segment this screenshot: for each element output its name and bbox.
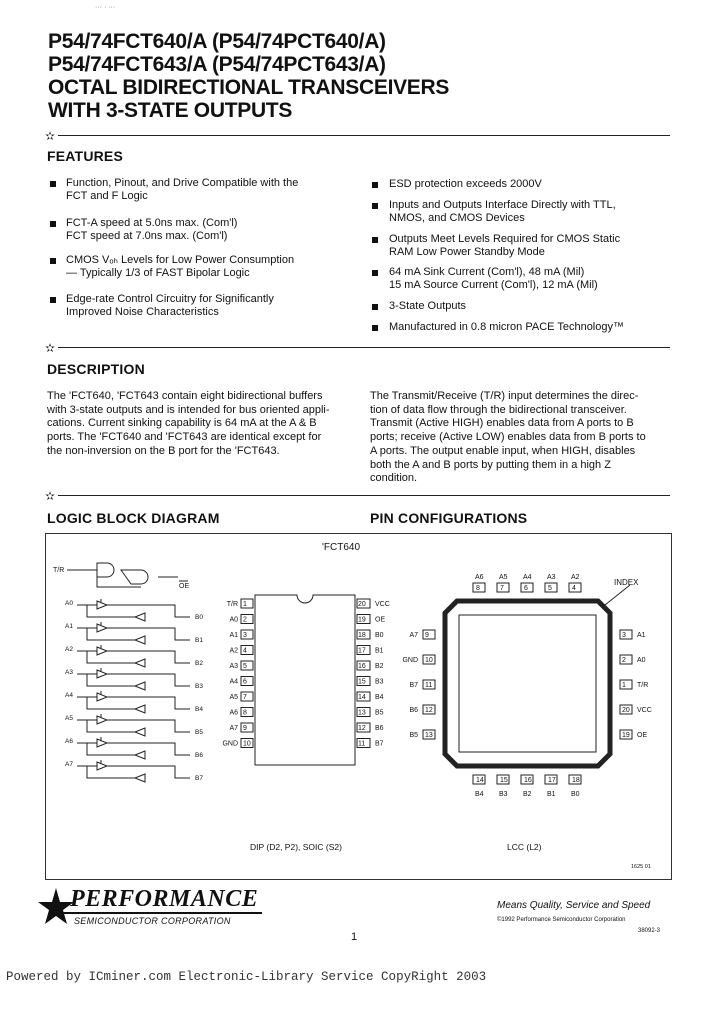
dip-pin-number: 2 — [243, 616, 247, 624]
logic-a-label: A1 — [65, 623, 73, 630]
dip-pin-label: GND — [222, 740, 238, 748]
lcc-pin-number: 7 — [500, 585, 504, 592]
feature-item: CMOS Vₒₕ Levels for Low Power Consumption — Typically 1/3 of FAST Bipolar Logic — [66, 254, 295, 279]
lcc-pin-number: 9 — [425, 632, 429, 639]
title-line-3: OCTAL BIDIRECTIONAL TRANSCEIVERS — [48, 76, 450, 99]
lcc-pin-number: 14 — [476, 777, 484, 784]
lcc-pin-label: B2 — [523, 791, 532, 798]
feature-item: Manufactured in 0.8 micron PACE Technology™ — [389, 321, 624, 333]
dip-pin-number: 19 — [358, 616, 366, 624]
logic-b-label: B2 — [195, 660, 203, 667]
dip-pin-number: 5 — [243, 663, 247, 670]
logic-a-label: A5 — [65, 715, 73, 722]
lcc-pin-label: T/R — [637, 682, 649, 689]
dip-pin-label: A7 — [229, 725, 238, 732]
dip-pin-number: 6 — [243, 678, 247, 686]
title-line-1: P54/74FCT640/A (P54/74PCT640/A) — [48, 30, 386, 53]
lcc-pin-label: A5 — [499, 574, 508, 581]
dip-package — [255, 595, 355, 765]
buffer-icon — [97, 647, 190, 663]
buffer-icon — [97, 624, 190, 640]
dip-pin-label: A6 — [229, 709, 238, 717]
oe-label: OE — [179, 583, 190, 590]
lcc-pin-number: 11 — [425, 682, 433, 689]
dip-pin-label: A4 — [229, 678, 238, 686]
dip-pin-number: 14 — [358, 694, 366, 701]
feature-item: Function, Pinout, and Drive Compatible with the FCT and F Logic — [66, 177, 299, 202]
dip-pin-number: 4 — [243, 647, 247, 655]
lcc-pin-label: B5 — [409, 732, 418, 739]
lcc-pin-number: 18 — [572, 777, 580, 784]
lcc-pin-label: A3 — [547, 574, 556, 581]
dip-pin-label: B4 — [375, 694, 384, 701]
dip-pin-number: 8 — [243, 709, 247, 717]
star-icon: ✫ — [45, 129, 56, 143]
dip-caption: DIP (D2, P2), SOIC (S2) — [250, 842, 342, 852]
dip-pin-number: 13 — [358, 709, 366, 717]
lcc-pin-label: B0 — [571, 791, 580, 798]
lcc-pin-number: 16 — [524, 777, 532, 784]
star-icon: ✫ — [45, 341, 56, 355]
buffer-icon — [97, 601, 190, 617]
dip-pin-label: A1 — [229, 632, 238, 639]
lcc-pin-label: A7 — [409, 632, 418, 639]
lcc-pin-number: 13 — [425, 732, 433, 739]
dip-pin-number: 16 — [358, 663, 366, 670]
lcc-pin-label: A6 — [475, 574, 484, 581]
buffer-icon — [87, 605, 145, 621]
lcc-pin-label: B1 — [547, 791, 556, 798]
dip-pin-label: B0 — [375, 632, 384, 639]
lcc-pin-label: OE — [637, 732, 648, 739]
lcc-package — [445, 601, 610, 766]
logic-a-label: A6 — [65, 738, 73, 745]
lcc-pin-number: 3 — [622, 632, 626, 639]
lcc-pin-number: 15 — [500, 777, 508, 784]
feature-item: Inputs and Outputs Interface Directly with TTL, NMOS, and CMOS Devices — [389, 199, 616, 224]
dip-pin-number: 15 — [358, 678, 366, 686]
lcc-pin-number: 5 — [548, 585, 552, 592]
title-line-2: P54/74FCT643/A (P54/74PCT643/A) — [48, 53, 386, 76]
lcc-pin-label: A0 — [637, 657, 646, 664]
logic-b-label: B7 — [195, 775, 203, 782]
dip-pin-number: 1 — [243, 601, 247, 608]
logic-b-label: B4 — [195, 706, 203, 713]
buffer-icon — [87, 651, 145, 667]
dip-pin-label: B2 — [375, 663, 384, 670]
lcc-pin-label: A2 — [571, 574, 580, 581]
logo-underline — [62, 912, 262, 914]
logo-text: PERFORMANCE — [70, 886, 259, 912]
logic-b-label: B5 — [195, 729, 203, 736]
logic-a-label: A0 — [65, 600, 73, 607]
dip-pin-number: 20 — [358, 601, 366, 608]
lcc-pin-label: A4 — [523, 574, 532, 581]
dip-pin-number: 9 — [243, 725, 247, 732]
lcc-pin-label: A1 — [637, 632, 646, 639]
lcc-caption: LCC (L2) — [507, 842, 542, 852]
dip-pin-label: A3 — [229, 663, 238, 670]
doc-number: 38092-3 — [638, 928, 661, 934]
fct-label: 'FCT640 — [322, 542, 361, 553]
buffer-icon — [97, 693, 190, 709]
logic-b-label: B1 — [195, 637, 203, 644]
dip-pin-label: A5 — [229, 694, 238, 701]
divider — [58, 347, 670, 348]
tr-label: T/R — [53, 567, 65, 574]
logo-subtitle: SEMICONDUCTOR CORPORATION — [74, 916, 231, 926]
dip-pin-label: OE — [375, 616, 386, 624]
lcc-pin-number: 19 — [622, 732, 630, 739]
feature-item: 3-State Outputs — [389, 300, 467, 312]
feature-item: Outputs Meet Levels Required for CMOS Static RAM Low Power Standby Mode — [389, 233, 621, 258]
pin-heading: PIN CONFIGURATIONS — [370, 510, 528, 526]
title-line-4: WITH 3-STATE OUTPUTS — [48, 99, 293, 122]
dip-pin-label: A2 — [229, 647, 238, 655]
feature-item: FCT-A speed at 5.0ns max. (Com'l) FCT speed at 7.0ns max. (Com'l) — [66, 217, 238, 242]
star-icon: ✫ — [45, 489, 56, 503]
features-heading: FEATURES — [47, 148, 124, 164]
lcc-pin-label: B3 — [499, 791, 508, 798]
lcc-pin-number: 20 — [622, 707, 630, 714]
description-right: The Transmit/Receive (T/R) input determines the direc- tion of data flow through the bidirectional transceiver. Transmit (Active HIGH) enables data from A ports to B ports; receive (Active LOW) enables data from B ports to A ports. The output enable input, when HIGH, disables both the A and B ports by putting them in a high Z condition. — [370, 390, 646, 485]
feature-item: 64 mA Sink Current (Com'l), 48 mA (Mil) 15 mA Source Current (Com'l), 12 mA (Mil) — [389, 266, 598, 291]
lcc-pin-label: GND — [402, 657, 418, 664]
powered-by-footer: Powered by ICminer.com Electronic-Library Service CopyRight 2003 — [6, 970, 487, 984]
figure-number: 1625 01 — [631, 864, 651, 870]
buffer-icon — [97, 739, 190, 755]
logic-a-label: A4 — [65, 692, 73, 699]
dip-pin-label: VCC — [375, 601, 390, 608]
buffer-icon — [87, 697, 145, 713]
lcc-pin-number: 10 — [425, 657, 433, 664]
lcc-pin-label: B6 — [409, 707, 418, 714]
lcc-pin-number: 12 — [425, 707, 433, 714]
lcc-pin-number: 2 — [622, 657, 626, 664]
buffer-icon — [97, 670, 190, 686]
lcc-pin-label: VCC — [637, 707, 652, 714]
description-heading: DESCRIPTION — [47, 361, 145, 377]
tagline: Means Quality, Service and Speed — [497, 900, 651, 911]
logic-a-label: A7 — [65, 761, 73, 768]
buffer-icon — [97, 762, 190, 778]
buffer-icon — [87, 720, 145, 736]
dip-pin-number: 10 — [243, 740, 251, 748]
dip-pin-label: B5 — [375, 709, 384, 717]
logic-b-label: B6 — [195, 752, 203, 759]
dip-pin-label: B7 — [375, 740, 384, 748]
logic-a-label: A3 — [65, 669, 73, 676]
logic-b-label: B0 — [195, 614, 203, 621]
dip-pin-label: B3 — [375, 678, 384, 686]
logic-heading: LOGIC BLOCK DIAGRAM — [47, 510, 220, 526]
dip-pin-number: 11 — [358, 740, 366, 748]
lcc-pin-label: B4 — [475, 791, 484, 798]
buffer-icon — [97, 716, 190, 732]
logic-a-label: A2 — [65, 646, 73, 653]
lcc-pin-label: B7 — [409, 682, 418, 689]
dip-pin-label: B6 — [375, 725, 384, 732]
dip-pin-label: T/R — [226, 601, 238, 608]
copyright: ©1992 Performance Semiconductor Corporation — [497, 917, 626, 923]
dip-pin-label: B1 — [375, 647, 384, 655]
dip-pin-number: 3 — [243, 632, 247, 639]
dip-pin-number: 17 — [358, 647, 366, 655]
logic-b-label: B3 — [195, 683, 203, 690]
dip-pin-number: 12 — [358, 725, 366, 732]
diagram-svg — [45, 533, 670, 878]
buffer-icon — [87, 674, 145, 690]
description-left: The 'FCT640, 'FCT643 contain eight bidirectional buffers with 3-state outputs and is intended for bus oriented appli- cations. Current sinking capability is 64 mA at the A & B ports. The 'FCT640 and 'FCT643 are identical except for the non-inversion on the B port for the 'FCT643. — [47, 390, 330, 457]
lcc-pin-number: 8 — [476, 585, 480, 592]
lcc-pin-number: 6 — [524, 585, 528, 592]
buffer-icon — [87, 766, 145, 782]
feature-item: Edge-rate Control Circuitry for Significantly Improved Noise Characteristics — [66, 293, 274, 318]
index-label: INDEX — [614, 578, 639, 587]
lcc-pin-number: 1 — [622, 682, 626, 689]
divider — [58, 135, 670, 136]
divider — [58, 495, 670, 496]
dip-pin-label: A0 — [229, 616, 238, 624]
dip-pin-number: 18 — [358, 632, 366, 639]
lcc-pin-number: 17 — [548, 777, 556, 784]
dip-pin-number: 7 — [243, 694, 247, 701]
feature-item: ESD protection exceeds 2000V — [389, 178, 542, 190]
top-mark: ··· · ··· — [95, 4, 116, 11]
buffer-icon — [87, 628, 145, 644]
buffer-icon — [87, 743, 145, 759]
page-number: 1 — [351, 931, 358, 943]
lcc-pin-number: 4 — [572, 585, 576, 592]
